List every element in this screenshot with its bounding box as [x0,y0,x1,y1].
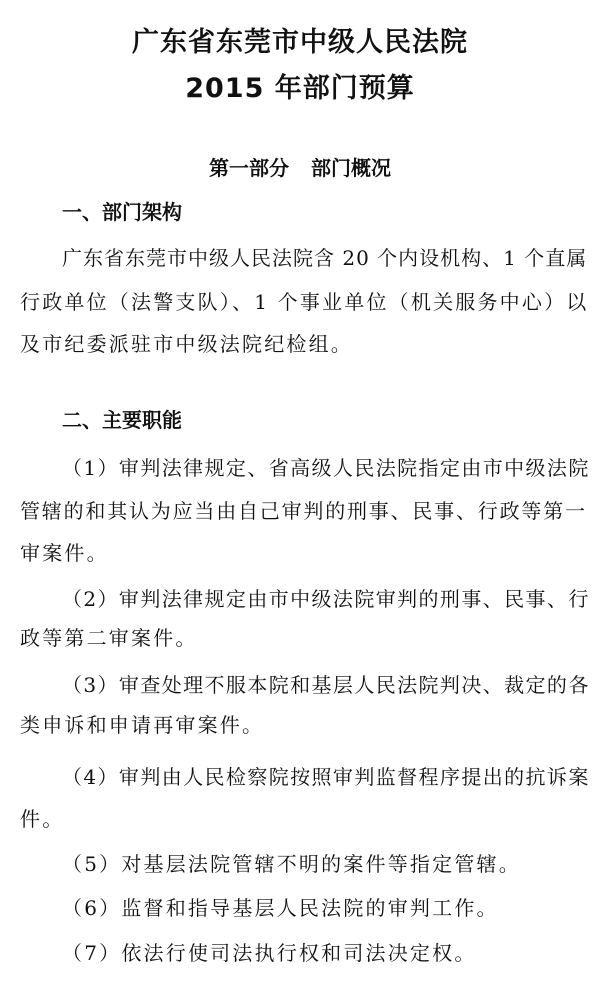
part-label: 第一部分 [209,156,289,180]
part-name: 部门概况 [311,156,391,180]
list-item-line: 政等第二审案件。 [20,626,198,650]
list-item-line: （4）审判由人民检察院按照审判监督程序提出的抗诉案 [62,765,590,789]
part-heading [0,154,600,182]
list-item-line: 审案件。 [20,541,109,565]
list-item-line: （1）审判法律规定、省高级人民法院指定由市中级法院 [62,456,590,480]
paragraph-line: 广东省东莞市中级人民法院含 20 个内设机构、1 个直属 [62,246,588,270]
list-item-line: （2）审判法律规定由市中级法院审判的刑事、民事、行 [62,587,590,611]
list-item-line: （3）审查处理不服本院和基层人民法院判决、裁定的各 [62,673,590,697]
paragraph-line: 及市纪委派驻市中级法院纪检组。 [20,332,353,356]
document-title-line2: 2015 年部门预算 [185,73,415,104]
list-item-line: （7）依法行使司法执行权和司法决定权。 [62,941,477,965]
list-item-line: （5）对基层法院管辖不明的案件等指定管辖。 [62,852,521,876]
list-item-line: 管辖的和其认为应当由自己审判的刑事、民事、行政等第一 [20,499,587,523]
document-title-line1: 广东省东莞市中级人民法院 [132,27,468,58]
section-heading: 二、主要职能 [62,408,182,432]
list-item-line: 件。 [20,807,65,831]
section-heading: 一、部门架构 [62,200,182,224]
list-item-line: （6）监督和指导基层人民法院的审判工作。 [62,896,499,920]
list-item-line: 类申诉和申请再审案件。 [20,713,265,737]
paragraph-line: 行政单位（法警支队）、1 个事业单位（机关服务中心）以 [20,290,589,314]
